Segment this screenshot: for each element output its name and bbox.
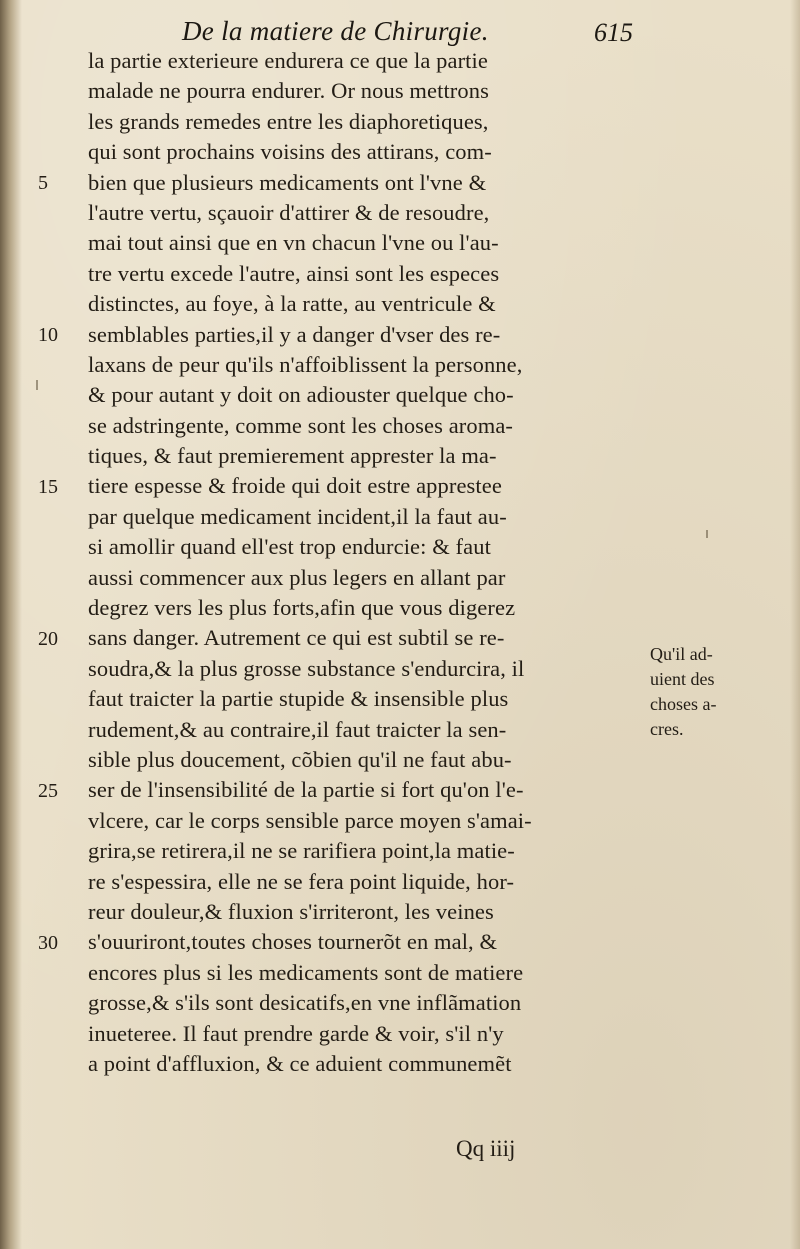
text-line: re s'espessira, elle ne se fera point liquide, hor- xyxy=(88,868,515,894)
text-line: si amollir quand ell'est trop endurcie: & faut xyxy=(88,534,491,560)
text-line: l'autre vertu, sçauoir d'attirer & de resoudre, xyxy=(88,199,490,225)
line-number: 5 xyxy=(38,171,48,194)
margin-note-line: Qu'il ad- xyxy=(650,644,713,664)
text-line: tiques, & faut premierement apprester la ma- xyxy=(88,443,497,469)
text-line: les grands remedes entre les diaphoretiques, xyxy=(88,108,489,134)
text-line: soudra,& la plus grosse substance s'endurcira, il xyxy=(88,655,525,681)
text-line: a point d'affluxion, & ce aduient communemẽt xyxy=(88,1050,512,1076)
text-line: semblables parties,il y a danger d'vser des re- xyxy=(88,321,501,347)
text-line: laxans de peur qu'ils n'affoiblissent la personne, xyxy=(88,351,523,377)
text-line: la partie exterieure endurera ce que la partie xyxy=(88,48,488,73)
margin-note-line: cres. xyxy=(650,719,684,739)
text-line: reur douleur,& fluxion s'irriteront, les veines xyxy=(88,898,494,924)
text-line: bien que plusieurs medicaments ont l'vne & xyxy=(88,169,487,195)
margin-note xyxy=(650,642,790,742)
page-edge xyxy=(790,0,800,1249)
text-line: tre vertu excede l'autre, ainsi sont les especes xyxy=(88,260,500,286)
margin-note-line: choses a- xyxy=(650,694,717,714)
text-line: s'ouuriront,toutes choses tournerõt en mal, & xyxy=(88,929,498,955)
binding-shadow xyxy=(0,0,22,1249)
text-line: faut traicter la partie stupide & insensible plus xyxy=(88,686,509,712)
text-line: encores plus si les medicaments sont de matiere xyxy=(88,959,524,985)
text-line: grira,se retirera,il ne se rarifiera point,la matie- xyxy=(88,838,515,864)
margin-note-line: uient des xyxy=(650,669,715,689)
text-line: ser de l'insensibilité de la partie si fort qu'on l'e- xyxy=(88,777,524,803)
text-line: degrez vers les plus forts,afin que vous digerez xyxy=(88,595,516,621)
text-line: vlcere, car le corps sensible parce moyen s'amai- xyxy=(88,807,532,833)
text-line: inueteree. Il faut prendre garde & voir, s'il n'y xyxy=(88,1020,504,1046)
text-line: sible plus doucement, cõbien qu'il ne faut abu- xyxy=(88,746,512,772)
line-number: 10 xyxy=(38,323,58,346)
text-line: aussi commencer aux plus legers en allant par xyxy=(88,564,506,590)
line-number: 30 xyxy=(38,931,58,954)
line-number: 20 xyxy=(38,627,58,650)
text-line: distinctes, au foye, à la ratte, au ventricule & xyxy=(88,291,496,317)
line-number: 25 xyxy=(38,779,58,802)
text-line: se adstringente, comme sont les choses aroma- xyxy=(88,412,514,438)
text-line: par quelque medicament incident,il la faut au- xyxy=(88,503,507,529)
line-number: 15 xyxy=(38,475,58,498)
ink-speck xyxy=(36,380,38,390)
ink-speck xyxy=(706,530,708,538)
page-number: 615 xyxy=(594,18,633,47)
text-line: qui sont prochains voisins des attirans, com- xyxy=(88,139,492,165)
text-line: rudement,& au contraire,il faut traicter la sen- xyxy=(88,716,507,742)
body-text xyxy=(88,46,648,1079)
text-line: sans danger. Autrement ce qui est subtil se re- xyxy=(88,625,505,651)
text-line: mai tout ainsi que en vn chacun l'vne ou l'au- xyxy=(88,230,499,256)
text-line: grosse,& s'ils sont desicatifs,en vne inflãmation xyxy=(88,990,522,1016)
text-line: malade ne pourra endurer. Or nous mettrons xyxy=(88,78,489,104)
catchword-signature: Qq iiij xyxy=(456,1136,516,1161)
running-head-title: De la matiere de Chirurgie. xyxy=(182,16,489,46)
text-line: & pour autant y doit on adiouster quelque cho- xyxy=(88,382,514,408)
text-line: tiere espesse & froide qui doit estre apprestee xyxy=(88,473,502,499)
